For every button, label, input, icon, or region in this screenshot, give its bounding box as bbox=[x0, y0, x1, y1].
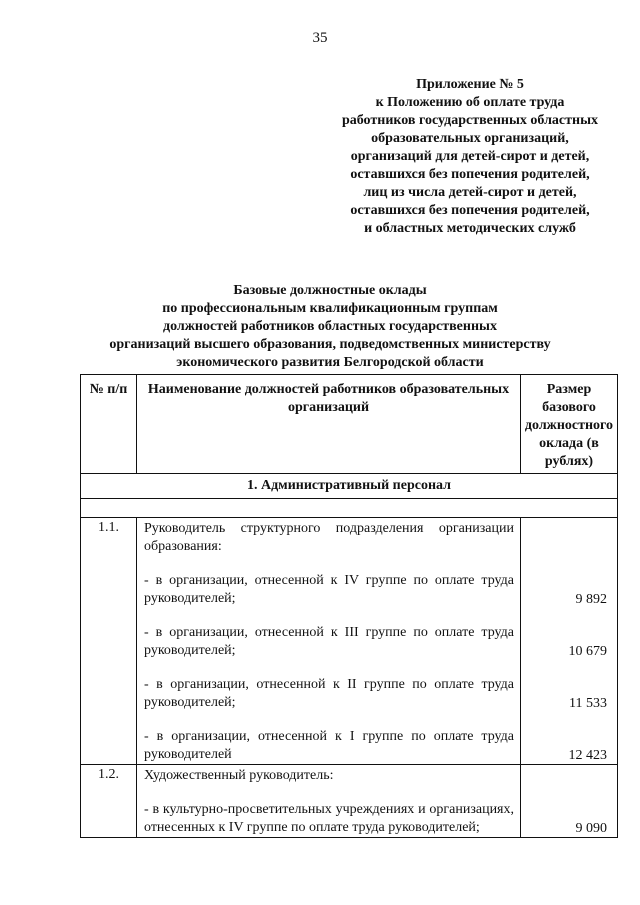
row-item-text: - в организации, отнесенной к IV группе по оплате труда руководителей; bbox=[144, 573, 514, 606]
title-line: организаций высшего образования, подведомственных министерству bbox=[109, 337, 551, 352]
value-spacer bbox=[521, 518, 607, 592]
row-description bbox=[137, 518, 521, 765]
page-number: 35 bbox=[312, 30, 328, 46]
row-number: 1.2. bbox=[81, 765, 137, 838]
section-title: 1. Административный персонал bbox=[81, 474, 618, 499]
salary-value: 12 423 bbox=[568, 748, 607, 763]
appendix-line: работников государственных областных bbox=[341, 113, 599, 128]
row-item-text: - в культурно-просветительных учреждениях и организациях, отнесенных к IV группе по оплате труда руководителей; bbox=[144, 802, 514, 835]
header-number: № п/п bbox=[81, 375, 137, 474]
salary-value: 9 090 bbox=[575, 821, 607, 836]
value-spacer bbox=[521, 765, 607, 821]
header-salary-size: Размер базового должностного оклада (в рублях) bbox=[521, 375, 618, 474]
appendix-heading bbox=[320, 76, 620, 238]
row-item-text: - в организации, отнесенной к I группе по оплате труда руководителей bbox=[144, 729, 514, 762]
header-position-name: Наименование должностей работников образовательных организаций bbox=[137, 375, 521, 474]
section-row bbox=[81, 474, 618, 499]
table-row bbox=[81, 765, 618, 838]
appendix-line: оставшихся без попечения родителей, bbox=[350, 167, 590, 182]
row-title: Руководитель структурного подразделения организации образования: bbox=[144, 521, 514, 554]
salary-table bbox=[80, 374, 618, 838]
salary-value: 9 892 bbox=[575, 592, 607, 607]
salary-value: 10 679 bbox=[568, 644, 607, 659]
row-item-text: - в организации, отнесенной к III группе по оплате труда руководителей; bbox=[144, 625, 514, 658]
row-description bbox=[137, 765, 521, 838]
appendix-line: к Положению об оплате труда bbox=[375, 95, 565, 110]
row-item-text: - в организации, отнесенной к II группе по оплате труда руководителей; bbox=[144, 677, 514, 710]
appendix-line: образовательных организаций, bbox=[371, 131, 569, 146]
salary-value: 11 533 bbox=[569, 696, 607, 711]
appendix-line: лиц из числа детей-сирот и детей, bbox=[363, 185, 577, 200]
title-line: Базовые должностные оклады bbox=[233, 283, 427, 298]
row-number: 1.1. bbox=[81, 518, 137, 765]
appendix-line: оставшихся без попечения родителей, bbox=[350, 203, 590, 218]
gap-cell bbox=[81, 499, 618, 518]
appendix-line: Приложение № 5 bbox=[416, 77, 524, 92]
gap-row bbox=[81, 499, 618, 518]
table-header-row bbox=[81, 375, 618, 474]
row-values bbox=[521, 518, 618, 765]
row-values bbox=[521, 765, 618, 838]
table-row bbox=[81, 518, 618, 765]
row-title: Художественный руководитель: bbox=[144, 768, 334, 783]
title-line: экономического развития Белгородской области bbox=[176, 355, 484, 370]
appendix-line: организаций для детей-сирот и детей, bbox=[350, 149, 590, 164]
title-line: по профессиональным квалификационным группам bbox=[162, 301, 498, 316]
title-line: должностей работников областных государственных bbox=[163, 319, 497, 334]
appendix-line: и областных методических служб bbox=[364, 221, 576, 236]
document-title bbox=[60, 282, 600, 372]
